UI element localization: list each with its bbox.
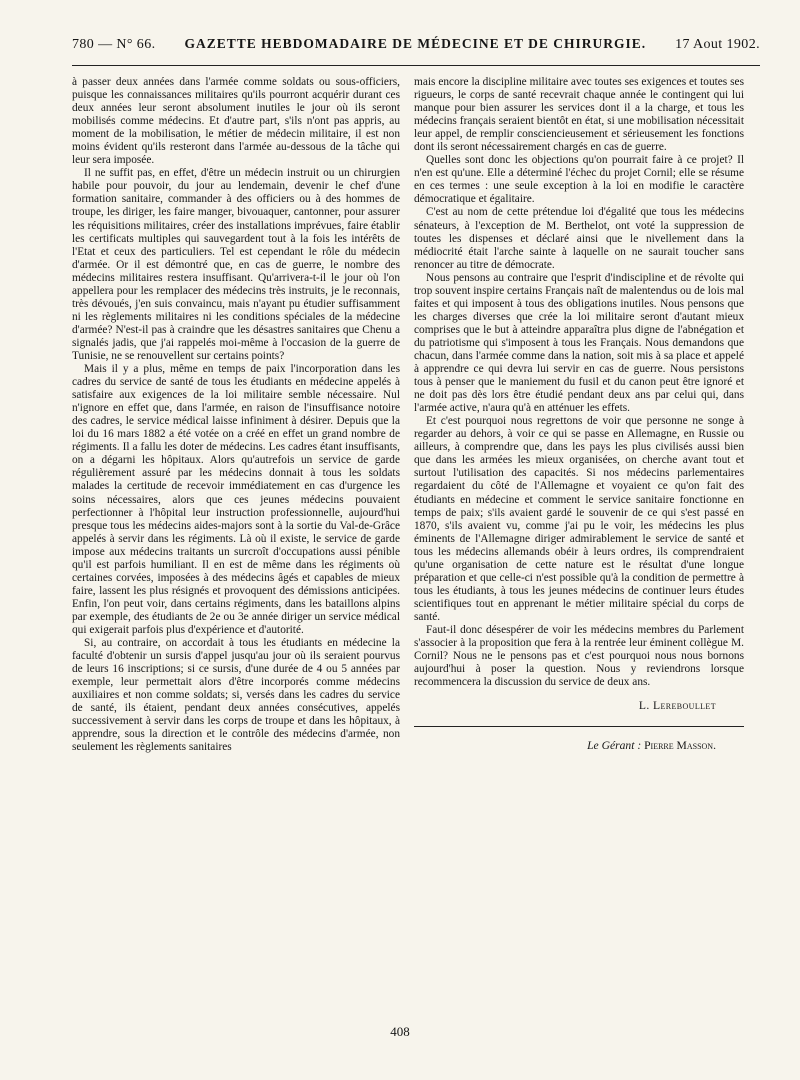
divider	[414, 726, 744, 727]
author-signature: L. Lereboullet	[638, 699, 716, 713]
paragraph: Mais il y a plus, même en temps de paix l'incorporation dans les cadres du service de santé de tous les étudiants en médecine appelés à satisfaire aux exigences de la loi militaire semble nécessaire. Nul n'ignore en effet que, dans l'armée, en raison de l'insuffisance notoire des cadres, le service médical laisse infiniment à désirer. Depuis que la loi du 16 mars 1882 a été votée on a créé en effet un grand nombre de régiments. Il a fallu les doter de médecins. Les cadres étant insuffisants, on a dégarni les hôpitaux. Alors qu'autrefois un service de garde régulièrement assuré par les médecins donnait à tous les soldats malades la certitude de recevoir immédiatement en cas d'urgence les soins nécessaires, alors que ces jeunes médecins pouvaient perfectionner à l'hôpital leur instruction professionnelle, aujourd'hui presque tous les médecins aides-majors sont à la sortie du Val-de-Grâce appelés à servir dans les régiments. Là où il existe, le service de garde impose aux médecins traitants un surcroît d'occupations aussi pénible qu'il est parfois humiliant. Il en est de même dans les régiments où certaines corvées, imposées à des médecins âgés et capables de mieux faire, lassent les plus résignés et provoquent des démissions anticipées. Enfin, l'on peut voir, dans certains régiments, dans les bataillons alpins par exemple, des étudiants de 2e ou 3e année diriger un service médical qui exigerait parfois plus d'expérience et d'autorité.	[72, 363, 400, 636]
gerant-name: Pierre Masson.	[644, 739, 716, 753]
paragraph: Quelles sont donc les objections qu'on pourrait faire à ce projet? Il n'en est qu'une. Elle a déterminé l'échec du projet Cornil; elle se résume en ces termes : une seule exception à la loi en modifie le caractère démocratique et égalitaire.	[414, 154, 744, 206]
gerant-label: Le Gérant :	[587, 739, 645, 753]
running-header	[72, 36, 760, 66]
paragraph: Nous pensons au contraire que l'esprit d'indiscipline et de révolte qui trop souvent inspire certains Français naît de malentendus ou de lois mal faites et qui imposent à tous des obligations inutiles. Nous pensons que les charges diverses que crée la loi militaire seront d'autant mieux comprises que le but à atteindre apparaîtra plus digne de l'abnégation et du patriotisme qui s'imposent à tous les Français. Nous demandons que chacun, dans l'armée comme dans la nation, soit mis à sa place et appelé à apprendre ce qui devra lui servir en cas de guerre. Nous persistons tous à penser que le maniement du fusil et du canon peut être ignoré et ne doit pas dès lors être étudié pendant deux ans par celui qui, dans l'armée active, n'aura qu'à en atténuer les effets.	[414, 271, 744, 415]
paragraph: C'est au nom de cette prétendue loi d'égalité que tous les médecins sénateurs, à l'exception de M. Berthelot, ont voté la suppression de toutes les dispenses et déclaré ainsi que le nivellement dans la médiocrité était l'arche sainte à laquelle on ne saurait toucher sans renoncer au titre de démocrate.	[414, 206, 744, 271]
left-column	[72, 76, 400, 754]
paragraph: Si, au contraire, on accordait à tous les étudiants en médecine la faculté d'obtenir un sursis d'appel jusqu'au jour où ils seraient pourvus de leurs 16 inscriptions; si ce sursis, d'une durée de 4 ou 5 années par exemple, leur permettait alors d'être incorporés comme médecins auxiliaires et non comme soldats; si, versés dans les cadres du service de santé, ils étaient, pendant deux années consécutives, appelés successivement à servir dans les corps de troupe et dans les hôpitaux, à apprendre, sous la direction et le contrôle des médecins d'armée, non seulement les règlements sanitaires	[72, 637, 400, 754]
paragraph: mais encore la discipline militaire avec toutes ses exigences et toutes ses rigueurs, le corps de santé recevrait chaque année le contingent qui lui manque pour bien assurer les services dont il a la charge, et tous les médecins français seraient bientôt en état, si une mobilisation nécessitait leur appel, de remplir consciencieusement et sérieusement les fonctions dont ils seront nécessairement chargés en cas de guerre.	[414, 76, 744, 154]
paragraph: Il ne suffit pas, en effet, d'être un médecin instruit ou un chirurgien habile pour pouvoir, du jour au lendemain, devenir le chef d'une formation sanitaire, commander à des officiers ou à des hommes de troupe, les diriger, les faire manger, bivouaquer, cantonner, pour assurer les réquisitions militaires, créer des installations imprévues, faire établir les certificats multiples qui sauvegardent tout à la fois les intérêts de l'Etat et ceux des particuliers. Tel est cependant le rôle du médecin d'armée. Or il est démontré que, en cas de guerre, le nombre des médecins militaires restera insuffisant. Qu'arrivera-t-il le jour où l'on appellera pour les remplacer des médecins très instruits, je le reconnais, très dévoués, j'en suis convaincu, mais n'ayant pu étudier suffisamment ni les règlements militaires ni les conditions spéciales de la médecine d'armée? N'est-il pas à craindre que les désastres sanitaires que Chenu a signalés jadis, que j'ai rappelés moi-même à l'occasion de la guerre de Tunisie, ne se renouvellent sur certains points?	[72, 167, 400, 362]
paragraph: Et c'est pourquoi nous regrettons de voir que personne ne songe à regarder au dehors, à voir ce qui se passe en Allemagne, en Russie ou ailleurs, à comprendre que, dans les pays les plus civilisés aussi bien que dans les armées les mieux organisées, on cherche avant tout et surtout l'utilisation des capacités. Si nos médecins parlementaires regardaient du côté de l'Allemagne et voyaient ce qu'on fait des étudiants en médecine et comment le service sanitaire fonctionne en temps de paix; s'ils avaient gardé le souvenir de ce qui s'est passé en 1870, s'ils avaient vu, comme j'ai pu le voir, les médecins les plus éminents de l'Allemagne diriger admirablement le service de santé et tous les médecins allemands obéir à leurs ordres, ils comprendraient qu'une organisation de cette nature est le résultat d'une longue préparation et que celle-ci n'est possible qu'à la condition de permettre à tous les étudiants, à tous les jeunes médecins de continuer leurs études scientifiques tout en apprenant le métier militaire spécial du corps de santé.	[414, 415, 744, 623]
paragraph: Faut-il donc désespérer de voir les médecins membres du Parlement s'associer à la proposition que fera à la rentrée leur éminent collègue M. Cornil? Nous ne le pensons pas et c'est pourquoi nous nous bornons aujourd'hui à poser la question. Nous y reviendrons lorsque recommencera la discussion du service de deux ans.	[414, 623, 744, 689]
gerant-line	[414, 739, 744, 752]
page-issue-number: 780 — N° 66.	[72, 37, 156, 52]
page-folio: 408	[390, 1024, 410, 1039]
paragraph: à passer deux années dans l'armée comme soldats ou sous-officiers, puisque les connaissances militaires qu'ils pourront acquérir durant ces deux années leur seront absolument inutiles le jour où ils seront mobilisés comme médecins. Et d'autre part, s'ils n'ont pas appris, au moment de la mobilisation, le métier de médecin militaire, il est non moins évident qu'ils resteront dans l'armée au-dessous de la tâche qui leur sera imposée.	[72, 76, 400, 167]
right-column	[414, 76, 744, 752]
journal-title: GAZETTE HEBDOMADAIRE DE MÉDECINE ET DE CHIRURGIE.	[184, 36, 647, 51]
issue-date: 17 Aout 1902.	[675, 37, 760, 52]
